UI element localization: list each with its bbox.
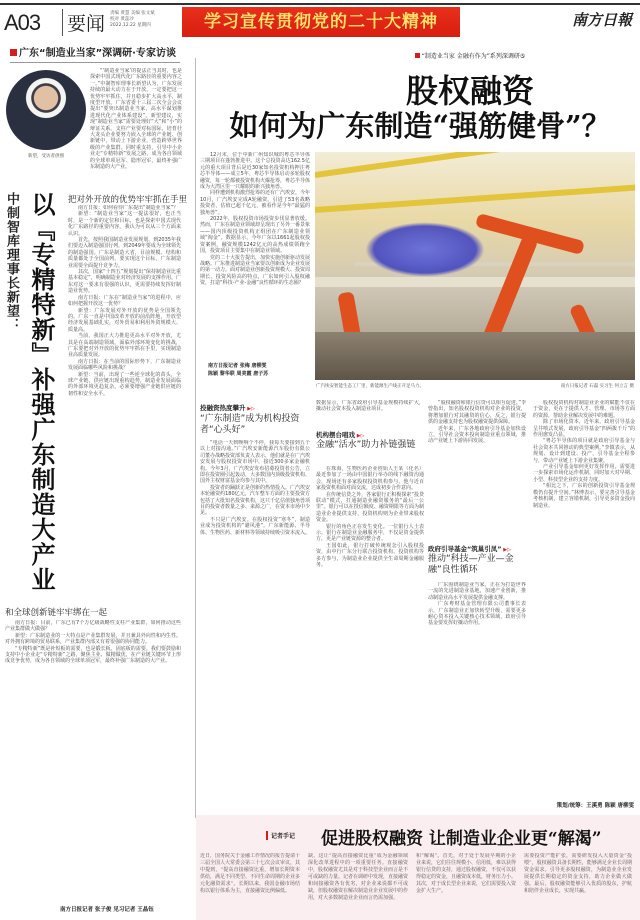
meta-proofreader: 校对 黄蕊沙: [110, 17, 134, 22]
notes-column-2: 缺，这让“提高直接融资比重”成为金融领域深化改革进程中的一项重要任务。直接融资中，股权融资尤其是对于科技型企业而言是不可或缺的力量。记者在调研中发现，直接融资和间接融资各有优劣，对企业来说都不可或缺，但股权融资在解决制造业企业发展中的作用，对大多数制造业企业而言仍需加强。: [308, 853, 408, 901]
paragraph: 股权投资机构对制造业企业的赋能不仅在于资金，更在于提供人才、管理、市场等方面的资源，帮助企业解决发展中的难题。: [533, 400, 635, 419]
column-divider: [195, 58, 196, 818]
page-number: A03: [4, 10, 41, 35]
theme-banner: 学习宣传贯彻党的二十大精神: [182, 7, 460, 37]
headline-line2: 如何为广东制造“强筋健骨”？: [229, 109, 611, 143]
section-heading-3: 推动“科技—产业—金融”良性循环: [428, 554, 514, 575]
section-name: 要闻: [62, 9, 105, 36]
section-body-3-top: [428, 400, 526, 540]
newspaper-logo: 南方日報: [571, 11, 632, 29]
planner-byline: 策划/统筹：王溪勇 陈颖 唐柳雯: [556, 803, 634, 809]
photo-caption: 新望，受访者供图: [28, 154, 64, 159]
article-subtitle: 中制智库理事长新望：: [4, 192, 19, 332]
paragraph: “股权融资和银行信贷可以相互促进。”李曾指出，知名股权投资机构对企业的投资，将增加银行对其融资的信心，反之，银行提供的金融支持也为股权融资提供保障。: [428, 400, 526, 426]
paragraph: “粤芯半导体的项目就是政府引导基金与社会资本共同推动的典型案例。”李镇表示，从规划、设计到建设、投产，引导基金全程参与，带动产业链上下游企业集聚。: [533, 438, 635, 464]
section2-body: [5, 620, 181, 900]
interviewee-photo: [6, 70, 86, 150]
left-byline: 南方日报记者 张子俊 见习记者 王晶钰: [60, 907, 154, 913]
section-body-2: [316, 466, 424, 796]
section2-heading: 和全球创新链牢牢绑在一起: [5, 608, 108, 618]
lead-text: [200, 152, 310, 360]
paragraph: 南方日报：广东在“制造业当家”的进程中，应如何把握开放这一优势？: [68, 294, 181, 308]
section-body-3: [428, 582, 526, 796]
factory-photo: [315, 152, 635, 380]
paragraph: 同样遭到机构激烈抢筹的还有广汽埃安。今年10月，广汽埃安完成A轮融资，引进了53名战略投资者，估值已超千亿元，被看作是今年“最猛的独角兽”。: [200, 190, 310, 216]
meta-date: 2022.12.22 星期四: [110, 23, 151, 28]
paragraph: 首先，按照我国制造业发展规划，到2035年我们要迈入制造强国行列，到2049年要成为全球领先的制造强国。广东是制造大省，目前规模、结构和质量都处于全国前列，要实现这个目标，广东制造业需要全面提升竞争力。: [68, 237, 181, 269]
paragraph: 产业引导基金如何更好发挥作用，需要进一步探索市场化运作机制，同时加大对早期、小型、科技型企业的支持力度。: [533, 464, 635, 483]
paragraph: “电话一天到晚响个不停，我每天要接到五个以上对接沟通。”广汽埃安新能源汽车股份有限公司董办战略投资部负责人表示，他们就是在广汽埃安发展与股权投资市场中，接近300多家金融机构。今年3月，广汽埃安发布招募投资者公告，立即在投资圈引起轰动，大多数国内顶级投资机构、国外主权财富基金均参与其中。: [200, 440, 310, 485]
section-heading-1: “广东制造”成为机构投资者“心头好”: [200, 414, 300, 435]
paragraph: 新望：广东制造业的一大特点是产业集群发展，并且兼具外向性和内生性。对外拥有跨境的贸易联系，产业集群内部又有着很强的协同能力。: [5, 632, 181, 646]
paragraph: 在传统信贷之外，各家银行正积极探索“投贷联动”模式，打通制造业融资服务的“最后一公里”。银行可以在授信额度、融资期限等方面为制造业企业提供支持，投资机构则为企业带来股权资金。: [316, 491, 424, 524]
article-title: 以『专精特新』补强广东制造大产业: [27, 192, 56, 592]
paragraph: 新望：广东发展对外开放的优势是全国领先的。广东一直是中国改革开放的前沿阵地，开放型经济发展基础扎实，对外贸易和利用外资规模大、质量高。: [68, 307, 181, 333]
series-kicker: “制造业当家 金融有作为”系列深调研⑤: [300, 51, 640, 60]
paragraph: 近年来，广东各地政府引导基金加快设立，引导社会资本投向制造业重点领域，推动产业链上下游协同发展。: [428, 425, 526, 445]
paragraph: 在珠海，生物医药企业创始人王某（化名）最近参加了一场由中国银行举办的线下融资沟通会，现场还有多家股权投资机构参与，他与近百家投资机构面对面交流，达成初步合作意向。: [316, 466, 424, 492]
paragraph: 南方日报：目前，广东已有7个万亿级战略性支柱产业集群，如何推动这些产业集群做大做强？: [5, 620, 181, 633]
paragraph: 12月末，位于中新广州知识城的粤芯半导体三期项目在蓬勃推进中。这个总投资高达162.5亿元的重大项目背后是近30家知名投资机构押注粤芯半导体——成立5年，粤芯半导体启动多轮股权融资，每一轮都被投资机构火爆抢筹，粤芯半导体成为大湾区里一只耀眼的新兴独角兽。: [200, 152, 310, 191]
section-heading-2: 金融“活水”助力补链强链: [316, 440, 416, 450]
paragraph: 新望：“制造业当家”这一提法很好，也正当时，是一个新的定位和目标，也是探索中国式现代化广东路径的重要内容。我认为可以从三个方面来认识。: [68, 211, 181, 237]
paragraph: 新望：当前，出现了一些逆全球化的苗头，全球产业链、供应链出现重构趋势，制造业发展面临的外部环境更趋复杂，必须要增强产业链供应链的韧性和安全水平。: [68, 371, 181, 397]
meta-editors: 责编 黄慧 美编 张文斌: [110, 11, 155, 16]
reporter-notes-box: [196, 815, 640, 920]
paragraph: 其次，国家“十四五”规划提出“保持制造业比重基本稳定”，明确制造业对经济发展的支撑作用。广东对这一要求有很强的认识，更需要持续发挥好制造业优势。: [68, 269, 181, 295]
section-body-1: [200, 440, 310, 798]
paragraph: 广东围绕制造业当家，正在为打造世界一流的先进制造业基地，加速产业创新，推动制造业高水平发展提供金融支撑。: [428, 582, 526, 601]
left-series-header: 广东“制造业当家”深调研·专家访谈: [10, 44, 180, 63]
lead-byline-2: 陈颖 黎华联 周美霞 唐子苏: [208, 371, 269, 377]
notes-column-4: 需要投资产能扩张，需要研发投入大量资金“投喂”，股权融资具备长期性，能够满足企业长周期资金需求。引导更多股权融资，为制造业企业发展提供长期稳定的资金支持，助力企业做大做强。最后，股权融资能够引入优质的股东，护航和陪伴企业成长，实现共赢。: [524, 853, 632, 894]
lead-byline-1: 南方日报记者 张梅 唐柳雯: [208, 363, 267, 369]
paragraph: 南方日报：在当前的国际形势下，广东制造业发展面临哪些风险和挑战？: [68, 358, 181, 372]
headline-line1: 股权融资: [405, 72, 534, 110]
section-body-2-top: 数据显示，广东省政府引导基金规模持续扩大，撬动社会资本投入制造业项目。: [316, 400, 424, 413]
main-photo-caption: 广汽埃安智能生态工厂里，新能源生产线正开足马力。: [316, 384, 424, 389]
section-kicker-3: 政府引导基金“筑巢引凤” ▶▷: [428, 544, 511, 553]
section-kicker-1: 投融资热度攀升 ▶▷: [200, 403, 255, 412]
section1-body: [68, 205, 181, 600]
section-body-4: [533, 400, 635, 790]
notes-column-3: 和“解渴”。首先，对于处于发展早期的小企业来说，它们往往规模小、信用低，难以获得银行信贷的支持，通过股权融资，不仅可以获得稳定的资金，且融资成本低，财务压力小。其次，对于成长型企业来说，它们需要投入资金扩大生产。: [416, 853, 516, 894]
top-rule: [0, 3, 640, 5]
paragraph: 当前，我国正大力推进更高水平对外开放，尤其是在高端制造领域，面临外部环境变化的挑战，广东要把对外开放的优势牢牢抓在手里，实现制造业高质量发展。: [68, 333, 181, 359]
paragraph: 南方日报：如何看待广东提出“制造业当家”？: [78, 205, 179, 211]
page-meta: [110, 11, 172, 29]
paragraph: 广东粤财基金管理有限公司董事长表示，广东制造业正加快转型升级，需要更多耐心资本投入关键核心技术领域，政府引导基金要发挥好撬动作用。: [428, 601, 526, 627]
paragraph: 党的二十大报告提出，加快实施创新驱动发展战略。广东推进制造业当家要以创新成为企业发展的第一动力。面对制造业创新投资规模大、投资周期长、投资风险高的特点，广东如何引入股权融资，打造“科技-产业-金融”良性循环的生态圈？: [200, 254, 310, 287]
notes-column-1: 近日，国务院关于金融工作情况的报告提请十三届全国人大常委会第三十七次会议审议，其中提到，“提高直接融资比重，增加长期资本供给，满足不同类型、不同生命周期的企业多元化融资需求”。长期以来，我国金融市场结构以银行体系为主，直接融资比例偏低。: [200, 853, 300, 894]
main-photo-credit: 南方日报记者 石磊 实习生 何立言 摄: [560, 384, 634, 389]
notes-tag: 记者手记: [266, 831, 295, 840]
paragraph: 2022年，股权投资市场投资步伐显著放缓。然而，广东在制造业领域却呈现出了另外一番景象——国内顶级投资机构正组团在广东制造业领域“淘金”。数据显示，今年广东以1661起股权投资案例，融资规模1242亿元的高热成绩领跑全国，投资项目主要集中在制造业领域。: [200, 216, 310, 255]
paragraph: “专精特新”既是补短板的需要，也是锻长板、固底板的需要。我们要鼓励和支持中小企业走“专精特新”之路，聚焦主业、做精做优，在产业链关键环节上形成竞争优势，成为各自领域的全球单项冠军，最终补强广东制造的大产业。: [5, 645, 181, 665]
notes-headline: 促进股权融资 让制造业企业更“解渴”: [321, 829, 602, 849]
section1-heading: 把对外开放的优势牢牢抓在手里: [68, 195, 188, 205]
section-kicker-2: 机构摆台唱戏 ▶▷: [316, 430, 364, 439]
intro-text: “‘制造业当家’的提法正当其时，也是探索中国式现代化广东路径的重要内容之一。”中制智库理事长新望认为，广东发展持续的最大动力在于开放，一定要把这一优势牢牢抓住，并且稳步扩大高水平，制度型开放。广东省委十三届二次全会会议提出“要突出制造业当家，高水平谋划推进现代化产业体系建设”。新望建议，实现“制造业当家”需要处理好“大”和“小”的辩证关系。支柱产业要对标国际，培育壮大龙头企业要努力嵌入全球的产业链、创新链中，带动上下游企业，营造跨界世界级的产业集群。同时重支持，引导中小企业走“专精特新”发展之路，成为各自领域的全球单项冠军、隐形冠军，最终补强广东制造的大产业。: [90, 68, 182, 171]
paragraph: 除了市场化资本，近年来，政府引导基金呈井喷式发展，政府引导基金“四两拨千斤”的作用愈发凸显。: [533, 419, 635, 439]
paragraph: “相比之下，广东的创新投资引导基金规模仍有提升空间。”林博表示，要完善引导基金考核机制，建立容错机制，引导更多资金投向制造业。: [533, 483, 635, 509]
paragraph: 不只是广汽埃安。在股权投资“寒冬”，制造业成为投资机构的“避风港”。广东新能源、半导体、生物医药、新材料等领域持续吸引资本流入。: [200, 516, 310, 536]
paragraph: 银行的角色正在发生变化。一位银行人士表示，银行在制造业金融服务中，不仅是资金提供方，更是产业链资源的整合者。: [316, 523, 424, 543]
paragraph: 王国如此，银行打破传统观念引入股权投资，由中行广东分行联合投资机构、投资机构等多方参与，为制造业企业提供全生命周期金融服务。: [316, 542, 424, 569]
paragraph: 投资者的踊跃正是创新的热情投入。广汽埃安本轮融资约180亿元，汽车整车方面的主要投资方包括了大批知名投资机构，这只千亿估值独角兽项目的投资者数量之多、来源之广，在资本市场中少见。: [200, 484, 310, 517]
